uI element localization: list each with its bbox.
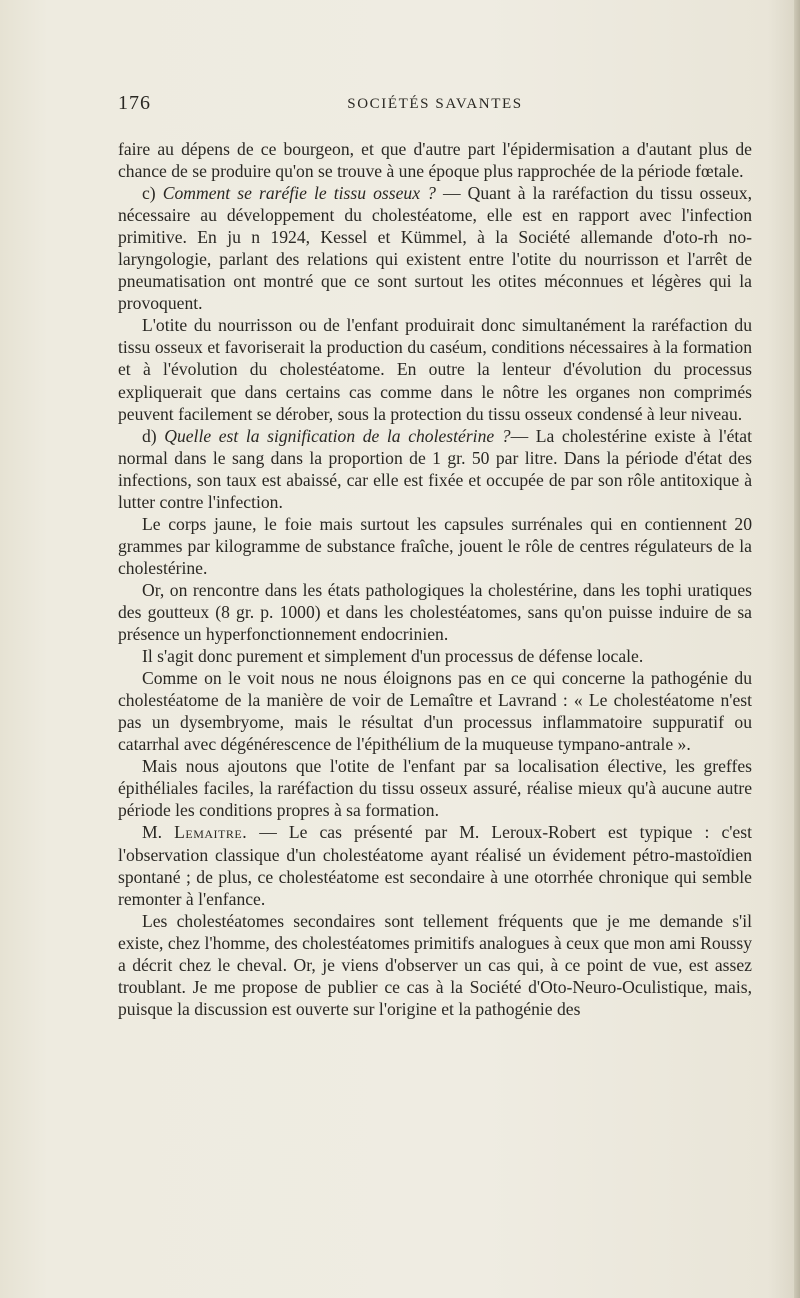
paragraph: Le corps jaune, le foie mais surtout les capsules surrénales qui en contiennent 20 grammes par kilogramme de substance fraîche, jouent le rôle de centres régulateurs de la cholestérine. — [118, 513, 752, 578]
paragraph: Il s'agit donc purement et simplement d'un processus de défense locale. — [142, 646, 644, 667]
speaker-name: Lemaitre. — [174, 822, 248, 843]
paragraph: Mais nous ajoutons que l'otite de l'enfant par sa localisation élective, les greffes épithéliales faciles, la raréfaction du tissu osseux assuré, réalise mieux qu'à aucune autre période les conditions propres à sa formation. — [118, 756, 752, 821]
page-edge — [794, 0, 800, 1298]
page-header — [118, 92, 752, 122]
paragraph: M. Lemaitre. — Le cas présenté par M. Leroux-Robert est typique : c'est l'observation classique d'un cholestéatome ayant réalisé un évidement pétro-mastoïdien spontané ; de plus, ce cholestéatome est secondaire à une otorrhée chronique qui semble remonter à l'enfance. — [118, 822, 752, 909]
section-title: Comment se raréfie le tissu osseux ? — [162, 183, 436, 204]
page-number: 176 — [118, 92, 151, 114]
paragraph: L'otite du nourrisson ou de l'enfant produirait donc simultanément la raréfaction du tissu osseux et favoriserait la production du caséum, conditions nécessaires à la formation et à l'évolution du cholestéatome. En outre la lenteur d'évolution du processus expliquerait que dans certains cas comme dans le nôtre les organes non comprimés peuvent facilement se dérober, sous la protection du tissu osseux condensé à leur niveau. — [118, 315, 752, 424]
paragraph: Les cholestéatomes secondaires sont tellement fréquents que je me demande s'il existe, chez l'homme, des cholestéatomes primitifs analogues à ceux que mon ami Roussy a décrit chez le cheval. Or, je viens d'observer un cas qui, à ce point de vue, est assez troublant. Je me propose de publier ce cas à la Société d'Oto-Neuro-Oculistique, mais, puisque la discussion est ouverte sur l'origine et la pathogénie des — [118, 910, 752, 1019]
paragraph: Comme on le voit nous ne nous éloignons pas en ce qui concerne la pathogénie du cholestéatome de la manière de voir de Lemaître et Lavrand : « Le cholestéatome n'est pas un dysembryome, mais le résultat d'un processus inflammatoire suppuratif ou catarrhal avec dégénérescence de l'épithélium de la muqueuse tympano-antrale ». — [118, 668, 752, 755]
running-head: SOCIÉTÉS SAVANTES — [347, 96, 523, 112]
body-text — [118, 138, 752, 1020]
section-title: Quelle est la signification de la cholestérine ? — [164, 425, 511, 446]
paragraph: d) Quelle est la signification de la cholestérine ?— La cholestérine existe à l'état normal dans le sang dans la proportion de 1 gr. 50 par litre. Dans la période d'état des infections, son taux est abaissé, car elle est fixée et occupée de par son rôle antitoxique à lutter contre l'infection. — [118, 425, 752, 512]
paragraph: c) Comment se raréfie le tissu osseux ? — Quant à la raréfaction du tissu osseux, nécessaire au développement du cholestéatome, elle est en rapport avec l'infection primitive. En ju n 1924, Kessel et Kümmel, à la Société allemande d'oto-rh no-laryngologie, parlant des relations qui existent entre l'otite du nourrisson et l'arrêt de pneumatisation ont montré que ce sont surtout les otites méconnues et légères qui la provoquent. — [118, 183, 752, 314]
paragraph: faire au dépens de ce bourgeon, et que d'autre part l'épidermisation a d'autant plus de chance de se produire qu'on se trouve à une époque plus rapprochée de la période fœtale. — [118, 139, 752, 182]
paragraph: Or, on rencontre dans les états pathologiques la cholestérine, dans les tophi uratiques des goutteux (8 gr. p. 1000) et dans les cholestéatomes, sans qu'on puisse induire de sa présence un hyperfonctionnement endocrinien. — [118, 579, 752, 645]
